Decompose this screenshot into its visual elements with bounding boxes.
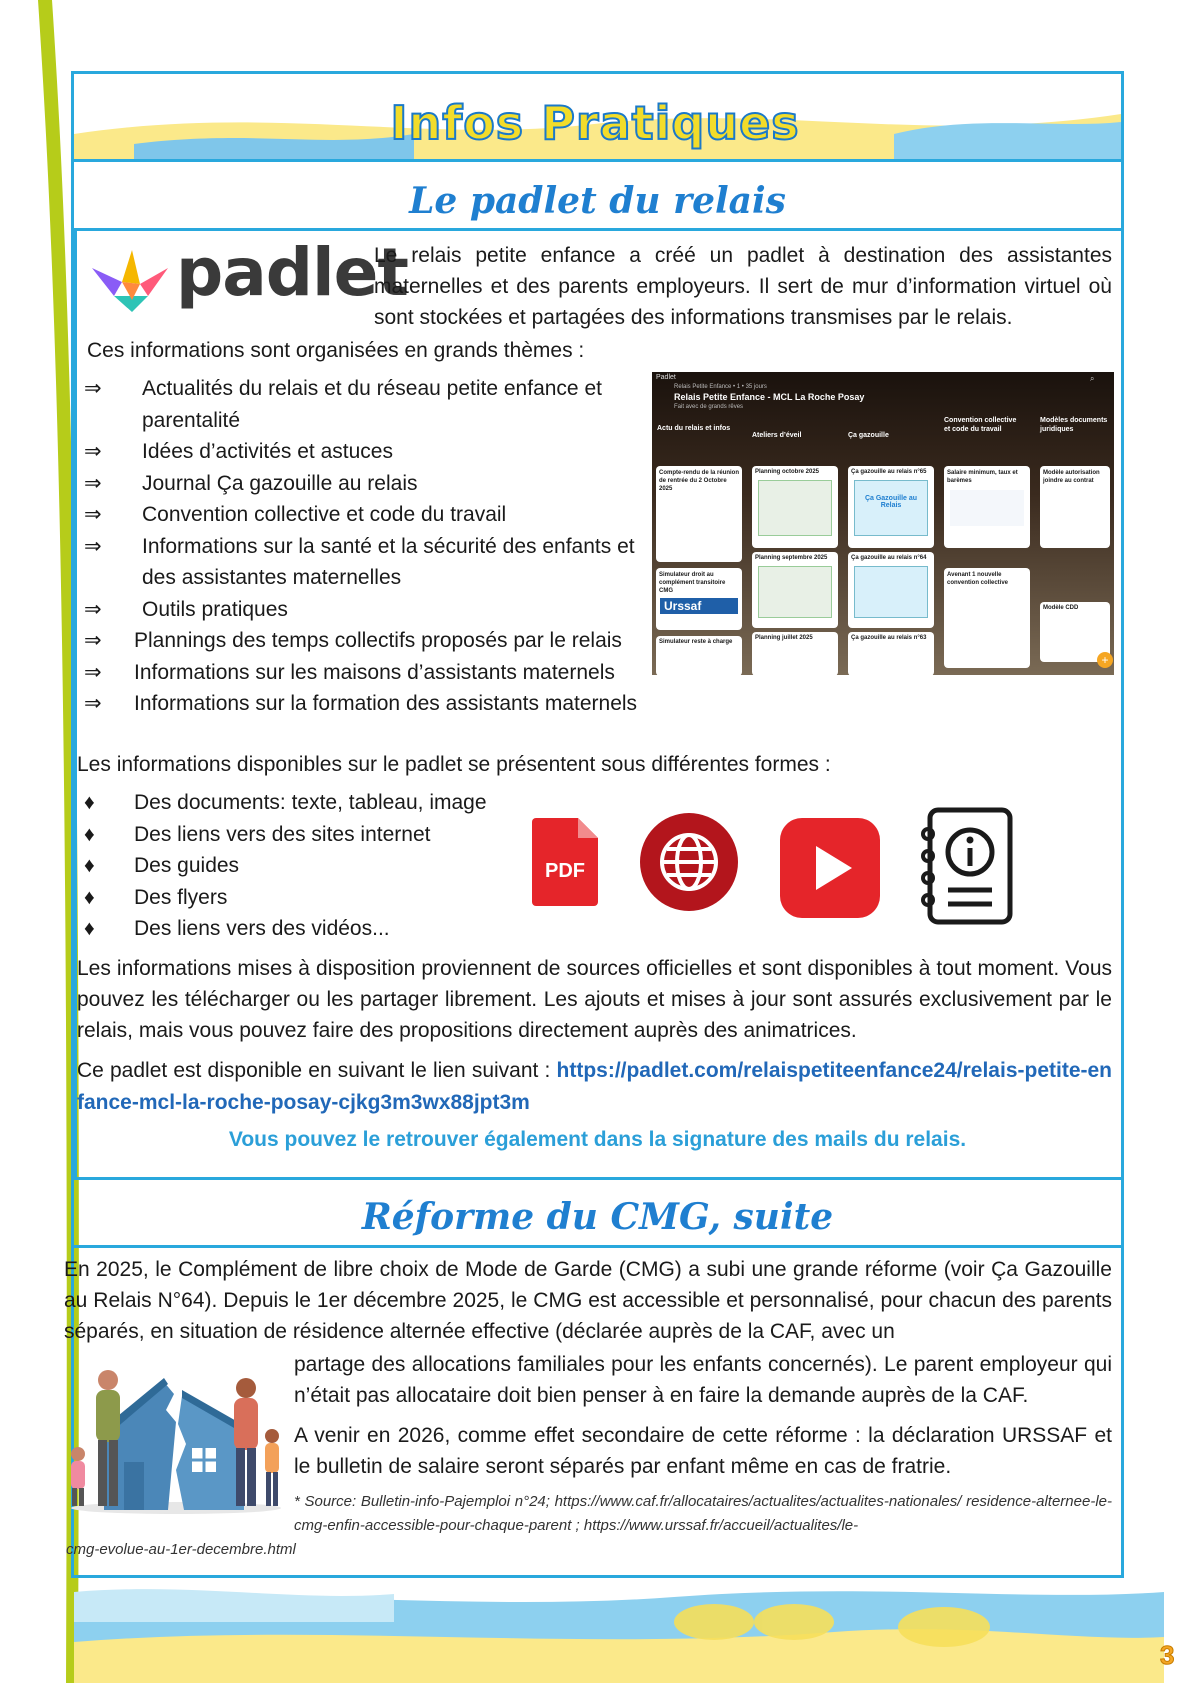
cmg-paragraph-1: En 2025, le Complément de libre choix de Mode de Garde (CMG) a subi une grande réforme (voir Ça Gazouille au Relais N°64). Depuis le 1er décembre 2025, le CMG est accessible et personnalisé, pour chacun des parents séparés, en situation de résidence alternée effective (déclarée auprès de la CAF, avec un (64, 1258, 1112, 1343)
list-item: ⇒ Outils pratiques (76, 594, 666, 626)
diamond-bullet-icon: ♦ (84, 885, 95, 909)
cmg-source-end: cmg-evolue-au-1er-decembre.html (66, 1541, 296, 1558)
list-item: ⇒ Plannings des temps collectifs proposés par le relais (76, 625, 666, 657)
sources-paragraph: Les informations mises à disposition proviennent de sources officielles et sont disponibles à tout moment. Vous pouvez les télécharger ou les partager librement. Les ajouts et mises à jour sont assurés exclusivement par le relais, mais vous pouvez faire des propositions directement auprès des animatrices. (77, 957, 1112, 1042)
arrow-bullet-icon: ⇒ (84, 377, 102, 400)
screenshot-card: Avenant 1 nouvelle convention collective (944, 568, 1030, 668)
divider (74, 228, 1121, 231)
list-item: ⇒ Convention collective et code du travail (76, 499, 666, 531)
cmg-source: * Source: Bulletin-info-Pajemploi n°24; https://www.caf.fr/allocataires/actualites/actualites-nationales/ residence-alternee-le-cmg-enfin-accessible-pour-chaque-parent ; https://www.urssaf.fr/accueil/actualites/le- (294, 1493, 1112, 1534)
arrow-bullet-icon: ⇒ (84, 692, 102, 715)
video-play-icon (780, 818, 880, 918)
diamond-bullet-icon: ♦ (84, 917, 95, 940)
arrow-bullet-icon: ⇒ (84, 660, 102, 684)
cmg-paragraph-1-cont: partage des allocations familiales pour les enfants concernés). Le parent employeur qui n’était pas allocataire doit bien penser à en faire la demande auprès de la CAF. (294, 1353, 1112, 1407)
list-item: ♦ Des flyers (76, 882, 516, 914)
screenshot-board-title: Relais Petite Enfance - MCL La Roche Posay (674, 392, 865, 402)
list-item: ♦ Des documents: texte, tableau, image (76, 787, 516, 819)
screenshot-card: Simulateur droit au complément transitoire CMG Urssaf (656, 568, 742, 630)
screenshot-card: Compte-rendu de la réunion de rentrée du 2 Octobre 2025 (656, 466, 742, 562)
screenshot-card: Ça gazouille au relais n°65 Ça Gazouille au Relais (848, 466, 934, 548)
list-item: ♦ Des liens vers des sites internet (76, 819, 516, 851)
screenshot-column-header: Actu du relais et infos (657, 425, 731, 432)
screenshot-card: Ça gazouille au relais n°63 (848, 632, 934, 675)
arrow-bullet-icon: ⇒ (84, 534, 102, 558)
section-title-padlet: Le padlet du relais (409, 180, 786, 222)
cmg-paragraph-2: A venir en 2026, comme effet secondaire de cette réforme : la déclaration URSSAF et le bulletin de salaire seront séparés par enfant même en cas de fratrie. (294, 1424, 1112, 1478)
list-item: ⇒ Journal Ça gazouille au relais (76, 468, 666, 500)
screenshot-card: Planning juillet 2025 (752, 632, 838, 675)
screenshot-column-header: Modèles documents juridiques (1040, 417, 1108, 433)
themes-lead: Ces informations sont organisées en grands thèmes : (87, 339, 585, 362)
screenshot-subtitle: Fait avec de grands rêves (674, 404, 744, 410)
divider (74, 1177, 1121, 1180)
list-item: ♦ Des guides (76, 850, 516, 882)
screenshot-app-label: Padlet (656, 374, 676, 381)
themes-list (76, 373, 666, 720)
padlet-logo (80, 234, 408, 315)
padlet-board-screenshot (652, 372, 1114, 675)
globe-icon (640, 813, 738, 911)
footer-decoration (74, 1582, 1164, 1683)
screenshot-breadcrumb: Relais Petite Enfance • 1 • 35 jours (674, 384, 767, 390)
info-notebook-icon (918, 806, 1016, 926)
arrow-bullet-icon: ⇒ (84, 629, 102, 652)
arrow-bullet-icon: ⇒ (84, 597, 102, 621)
list-item: ⇒ Informations sur les maisons d’assistants maternels (76, 657, 666, 689)
screenshot-card: Modèle autorisation joindre au contrat (1040, 466, 1110, 548)
list-item: ♦ Des liens vers des vidéos... (76, 913, 516, 945)
padlet-wordmark: padlet (176, 234, 408, 311)
arrow-bullet-icon: ⇒ (84, 471, 102, 495)
padlet-bird-icon (80, 240, 180, 315)
arrow-bullet-icon: ⇒ (84, 503, 102, 526)
screenshot-column-header: Ateliers d’éveil (752, 432, 802, 439)
arrow-bullet-icon: ⇒ (84, 440, 102, 463)
page-number: 3 (1160, 1640, 1175, 1670)
padlet-link[interactable]: https://padlet.com/relaispetiteenfance24/relais-petite-enfance-mcl-la-roche-posay-cjkg3m3wx88jpt3m (77, 1059, 1112, 1114)
screenshot-card: Ça gazouille au relais n°64 (848, 552, 934, 628)
screenshot-column-header: Ça gazouille (848, 432, 889, 439)
list-item: ⇒ Informations sur la santé et la sécurité des enfants et des assistantes maternelles (76, 531, 666, 594)
diamond-bullet-icon: ♦ (84, 854, 95, 877)
screenshot-add-icon: + (1097, 652, 1113, 668)
screenshot-search-icon: ⌕ (1090, 374, 1095, 383)
screenshot-column-header: Convention collective et code du travail (944, 417, 1017, 433)
pdf-icon-label: PDF (545, 860, 585, 882)
screenshot-card: Planning septembre 2025 (752, 552, 838, 628)
divider (74, 1245, 1121, 1248)
forms-lead: Les informations disponibles sur le padlet se présentent sous différentes formes : (77, 753, 831, 776)
list-item: ⇒ Idées d’activités et astuces (76, 436, 666, 468)
screenshot-card: Simulateur reste à charge (656, 636, 742, 675)
screenshot-card: Planning octobre 2025 (752, 466, 838, 548)
screenshot-card: Modèle CDD (1040, 602, 1110, 662)
forms-list (76, 787, 516, 945)
padlet-intro: Le relais petite enfance a créé un padlet à destination des assistantes maternelles et des parents employeurs. Il sert de mur d’information virtuel où sont stockées et partagées des informations transmises par le relais. (374, 244, 1112, 329)
screenshot-card: Salaire minimum, taux et barèmes (944, 466, 1030, 548)
section-title-cmg: Réforme du CMG, suite (361, 1196, 834, 1238)
divider (74, 159, 1121, 162)
signature-note: Vous pouvez le retrouver également dans la signature des mails du relais. (228, 1128, 967, 1151)
padlet-link-paragraph: Ce padlet est disponible en suivant le lien suivant : https://padlet.com/relaispetiteenfance24/relais-petite-enfance-mcl-la-roche-posay-cjkg3m3wx88jpt3m (77, 1059, 1112, 1114)
list-item: ⇒ Actualités du relais et du réseau petite enfance et parentalité (76, 373, 666, 436)
diamond-bullet-icon: ♦ (84, 791, 95, 814)
diamond-bullet-icon: ♦ (84, 822, 95, 846)
list-item: ⇒ Informations sur la formation des assistants maternels (76, 688, 754, 720)
page-title: Infos Pratiques (390, 96, 800, 150)
separated-family-house-illustration (64, 1360, 289, 1515)
